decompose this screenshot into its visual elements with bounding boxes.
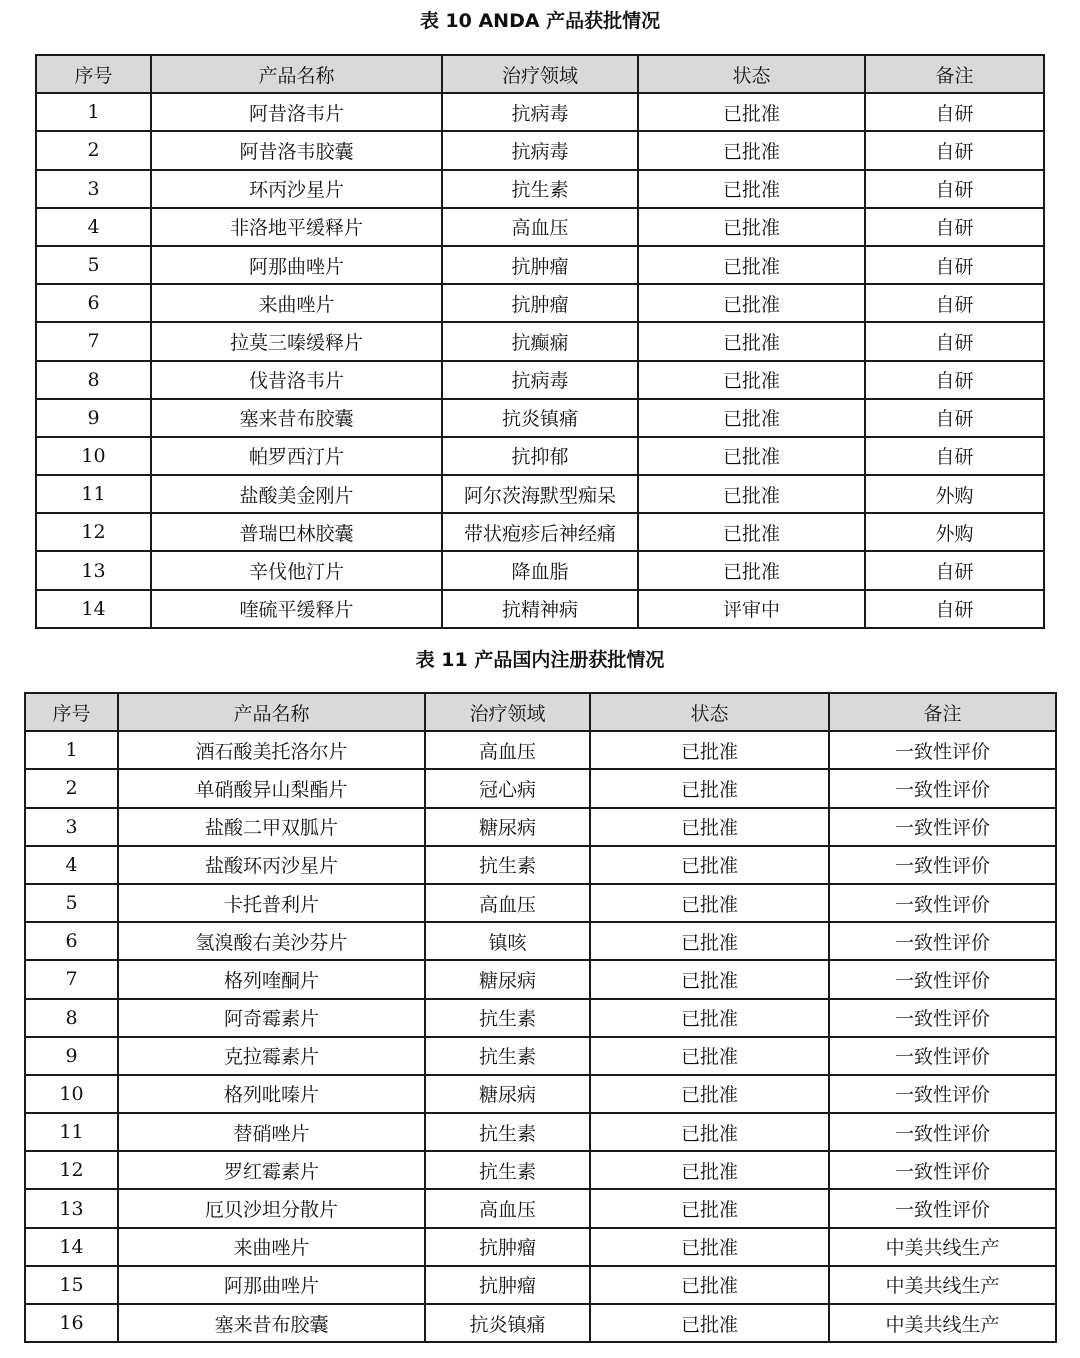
cell-seq: 16 — [25, 1304, 118, 1342]
table-row — [25, 884, 1056, 922]
cell-seq: 12 — [36, 513, 151, 551]
cell-remarks: 自研 — [865, 322, 1044, 360]
cell-status: 已批准 — [590, 1151, 829, 1189]
header-therapeutic-area: 治疗领域 — [442, 55, 638, 93]
cell-therapeutic-area: 高血压 — [425, 1189, 590, 1227]
cell-remarks: 一致性评价 — [829, 846, 1056, 884]
anda-approval-table — [35, 54, 1045, 629]
cell-seq: 13 — [36, 551, 151, 589]
cell-therapeutic-area: 抗生素 — [425, 1113, 590, 1151]
cell-remarks: 一致性评价 — [829, 922, 1056, 960]
cell-status: 已批准 — [590, 1266, 829, 1304]
cell-remarks: 自研 — [865, 208, 1044, 246]
cell-status: 已批准 — [638, 131, 865, 169]
cell-remarks: 自研 — [865, 284, 1044, 322]
cell-status: 已批准 — [638, 93, 865, 131]
cell-therapeutic-area: 抗抑郁 — [442, 437, 638, 475]
cell-therapeutic-area: 抗生素 — [425, 1037, 590, 1075]
cell-product-name: 帕罗西汀片 — [151, 437, 442, 475]
cell-status: 已批准 — [590, 999, 829, 1037]
cell-therapeutic-area: 抗肿瘤 — [442, 284, 638, 322]
cell-seq: 5 — [25, 884, 118, 922]
cell-status: 已批准 — [638, 475, 865, 513]
table-row — [25, 846, 1056, 884]
cell-product-name: 伐昔洛韦片 — [151, 361, 442, 399]
cell-status: 已批准 — [590, 922, 829, 960]
cell-therapeutic-area: 高血压 — [425, 731, 590, 769]
table-header-row — [36, 55, 1044, 93]
cell-seq: 6 — [36, 284, 151, 322]
cell-therapeutic-area: 糖尿病 — [425, 1075, 590, 1113]
cell-therapeutic-area: 高血压 — [425, 884, 590, 922]
table-row — [25, 999, 1056, 1037]
cell-therapeutic-area: 抗病毒 — [442, 93, 638, 131]
domestic-table-body — [25, 731, 1056, 1342]
cell-therapeutic-area: 抗生素 — [425, 1151, 590, 1189]
cell-product-name: 喹硫平缓释片 — [151, 590, 442, 628]
cell-remarks: 一致性评价 — [829, 1189, 1056, 1227]
table-row — [36, 170, 1044, 208]
table-row — [25, 1228, 1056, 1266]
cell-therapeutic-area: 高血压 — [442, 208, 638, 246]
cell-status: 已批准 — [638, 208, 865, 246]
cell-status: 已批准 — [638, 170, 865, 208]
cell-remarks: 中美共线生产 — [829, 1304, 1056, 1342]
cell-remarks: 自研 — [865, 170, 1044, 208]
cell-seq: 1 — [36, 93, 151, 131]
header-status: 状态 — [638, 55, 865, 93]
cell-seq: 7 — [36, 322, 151, 360]
cell-therapeutic-area: 抗精神病 — [442, 590, 638, 628]
cell-remarks: 自研 — [865, 93, 1044, 131]
header-therapeutic-area: 治疗领域 — [425, 693, 590, 731]
cell-remarks: 自研 — [865, 361, 1044, 399]
cell-remarks: 中美共线生产 — [829, 1228, 1056, 1266]
cell-remarks: 一致性评价 — [829, 731, 1056, 769]
cell-remarks: 一致性评价 — [829, 808, 1056, 846]
cell-status: 已批准 — [590, 1228, 829, 1266]
table-row — [25, 1037, 1056, 1075]
cell-product-name: 单硝酸异山梨酯片 — [118, 769, 425, 807]
cell-seq: 6 — [25, 922, 118, 960]
cell-product-name: 非洛地平缓释片 — [151, 208, 442, 246]
anda-table-body — [36, 93, 1044, 628]
cell-seq: 7 — [25, 960, 118, 998]
cell-remarks: 一致性评价 — [829, 999, 1056, 1037]
cell-product-name: 格列喹酮片 — [118, 960, 425, 998]
cell-status: 已批准 — [638, 551, 865, 589]
table-row — [36, 322, 1044, 360]
table-row — [36, 131, 1044, 169]
cell-therapeutic-area: 抗生素 — [425, 846, 590, 884]
table-row — [36, 361, 1044, 399]
cell-product-name: 酒石酸美托洛尔片 — [118, 731, 425, 769]
cell-product-name: 普瑞巴林胶囊 — [151, 513, 442, 551]
cell-product-name: 阿昔洛韦胶囊 — [151, 131, 442, 169]
cell-status: 已批准 — [590, 1075, 829, 1113]
cell-remarks: 自研 — [865, 551, 1044, 589]
cell-seq: 13 — [25, 1189, 118, 1227]
cell-seq: 3 — [25, 808, 118, 846]
cell-product-name: 盐酸二甲双胍片 — [118, 808, 425, 846]
cell-remarks: 一致性评价 — [829, 1113, 1056, 1151]
cell-seq: 14 — [36, 590, 151, 628]
cell-product-name: 拉莫三嗪缓释片 — [151, 322, 442, 360]
cell-remarks: 自研 — [865, 246, 1044, 284]
table-row — [25, 1075, 1056, 1113]
cell-product-name: 格列吡嗪片 — [118, 1075, 425, 1113]
cell-product-name: 厄贝沙坦分散片 — [118, 1189, 425, 1227]
table-row — [25, 1304, 1056, 1342]
cell-status: 已批准 — [590, 1113, 829, 1151]
cell-therapeutic-area: 冠心病 — [425, 769, 590, 807]
cell-remarks: 一致性评价 — [829, 960, 1056, 998]
table-header-row — [25, 693, 1056, 731]
cell-product-name: 盐酸美金刚片 — [151, 475, 442, 513]
header-product-name: 产品名称 — [118, 693, 425, 731]
cell-therapeutic-area: 镇咳 — [425, 922, 590, 960]
cell-status: 已批准 — [638, 284, 865, 322]
cell-status: 评审中 — [638, 590, 865, 628]
table-row — [36, 437, 1044, 475]
cell-therapeutic-area: 糖尿病 — [425, 960, 590, 998]
cell-therapeutic-area: 降血脂 — [442, 551, 638, 589]
table-row — [25, 1151, 1056, 1189]
cell-product-name: 来曲唑片 — [118, 1228, 425, 1266]
cell-seq: 8 — [25, 999, 118, 1037]
cell-product-name: 罗红霉素片 — [118, 1151, 425, 1189]
cell-therapeutic-area: 糖尿病 — [425, 808, 590, 846]
cell-seq: 5 — [36, 246, 151, 284]
table-10-caption: 表 10 ANDA 产品获批情况 — [419, 10, 661, 32]
cell-status: 已批准 — [590, 846, 829, 884]
cell-seq: 10 — [36, 437, 151, 475]
cell-seq: 10 — [25, 1075, 118, 1113]
cell-remarks: 一致性评价 — [829, 1075, 1056, 1113]
cell-therapeutic-area: 带状疱疹后神经痛 — [442, 513, 638, 551]
cell-therapeutic-area: 抗癫痫 — [442, 322, 638, 360]
cell-seq: 2 — [25, 769, 118, 807]
header-remarks: 备注 — [865, 55, 1044, 93]
table-11-caption: 表 11 产品国内注册获批情况 — [415, 649, 665, 671]
table-row — [36, 208, 1044, 246]
cell-seq: 3 — [36, 170, 151, 208]
table-row — [36, 399, 1044, 437]
cell-status: 已批准 — [590, 731, 829, 769]
cell-status: 已批准 — [638, 361, 865, 399]
cell-status: 已批准 — [638, 399, 865, 437]
cell-product-name: 克拉霉素片 — [118, 1037, 425, 1075]
domestic-registration-table — [24, 692, 1057, 1343]
cell-therapeutic-area: 抗生素 — [425, 999, 590, 1037]
table-row — [36, 513, 1044, 551]
cell-product-name: 氢溴酸右美沙芬片 — [118, 922, 425, 960]
cell-seq: 11 — [36, 475, 151, 513]
cell-remarks: 一致性评价 — [829, 769, 1056, 807]
cell-therapeutic-area: 抗生素 — [442, 170, 638, 208]
cell-therapeutic-area: 抗病毒 — [442, 361, 638, 399]
cell-remarks: 外购 — [865, 475, 1044, 513]
table-row — [25, 769, 1056, 807]
table-row — [36, 93, 1044, 131]
cell-seq: 9 — [36, 399, 151, 437]
table-row — [25, 960, 1056, 998]
cell-status: 已批准 — [638, 322, 865, 360]
cell-product-name: 阿奇霉素片 — [118, 999, 425, 1037]
cell-product-name: 阿昔洛韦片 — [151, 93, 442, 131]
table-row — [25, 1189, 1056, 1227]
cell-seq: 15 — [25, 1266, 118, 1304]
cell-therapeutic-area: 阿尔茨海默型痴呆 — [442, 475, 638, 513]
cell-remarks: 外购 — [865, 513, 1044, 551]
cell-seq: 1 — [25, 731, 118, 769]
header-seq: 序号 — [25, 693, 118, 731]
table-row — [36, 590, 1044, 628]
cell-status: 已批准 — [638, 246, 865, 284]
cell-therapeutic-area: 抗肿瘤 — [425, 1266, 590, 1304]
cell-therapeutic-area: 抗肿瘤 — [442, 246, 638, 284]
cell-remarks: 一致性评价 — [829, 1037, 1056, 1075]
table-row — [25, 731, 1056, 769]
cell-therapeutic-area: 抗肿瘤 — [425, 1228, 590, 1266]
table-row — [25, 1266, 1056, 1304]
cell-therapeutic-area: 抗病毒 — [442, 131, 638, 169]
table-row — [36, 475, 1044, 513]
cell-remarks: 中美共线生产 — [829, 1266, 1056, 1304]
cell-product-name: 辛伐他汀片 — [151, 551, 442, 589]
cell-status: 已批准 — [590, 884, 829, 922]
table-row — [36, 284, 1044, 322]
header-status: 状态 — [590, 693, 829, 731]
header-seq: 序号 — [36, 55, 151, 93]
cell-product-name: 替硝唑片 — [118, 1113, 425, 1151]
header-product-name: 产品名称 — [151, 55, 442, 93]
cell-status: 已批准 — [590, 1037, 829, 1075]
cell-product-name: 塞来昔布胶囊 — [151, 399, 442, 437]
cell-status: 已批准 — [590, 1304, 829, 1342]
cell-remarks: 自研 — [865, 590, 1044, 628]
cell-remarks: 一致性评价 — [829, 884, 1056, 922]
cell-seq: 4 — [25, 846, 118, 884]
cell-product-name: 来曲唑片 — [151, 284, 442, 322]
cell-remarks: 一致性评价 — [829, 1151, 1056, 1189]
cell-therapeutic-area: 抗炎镇痛 — [442, 399, 638, 437]
table-row — [36, 551, 1044, 589]
cell-status: 已批准 — [590, 769, 829, 807]
cell-status: 已批准 — [590, 808, 829, 846]
table-row — [25, 1113, 1056, 1151]
header-remarks: 备注 — [829, 693, 1056, 731]
table-row — [25, 922, 1056, 960]
cell-seq: 2 — [36, 131, 151, 169]
cell-product-name: 阿那曲唑片 — [118, 1266, 425, 1304]
cell-status: 已批准 — [590, 1189, 829, 1227]
cell-seq: 4 — [36, 208, 151, 246]
cell-seq: 9 — [25, 1037, 118, 1075]
table-row — [25, 808, 1056, 846]
cell-therapeutic-area: 抗炎镇痛 — [425, 1304, 590, 1342]
cell-seq: 11 — [25, 1113, 118, 1151]
cell-remarks: 自研 — [865, 399, 1044, 437]
cell-seq: 8 — [36, 361, 151, 399]
cell-status: 已批准 — [638, 437, 865, 475]
cell-seq: 14 — [25, 1228, 118, 1266]
cell-product-name: 环丙沙星片 — [151, 170, 442, 208]
cell-product-name: 卡托普利片 — [118, 884, 425, 922]
cell-product-name: 盐酸环丙沙星片 — [118, 846, 425, 884]
cell-status: 已批准 — [590, 960, 829, 998]
cell-product-name: 塞来昔布胶囊 — [118, 1304, 425, 1342]
cell-remarks: 自研 — [865, 437, 1044, 475]
cell-status: 已批准 — [638, 513, 865, 551]
cell-seq: 12 — [25, 1151, 118, 1189]
table-row — [36, 246, 1044, 284]
cell-product-name: 阿那曲唑片 — [151, 246, 442, 284]
cell-remarks: 自研 — [865, 131, 1044, 169]
